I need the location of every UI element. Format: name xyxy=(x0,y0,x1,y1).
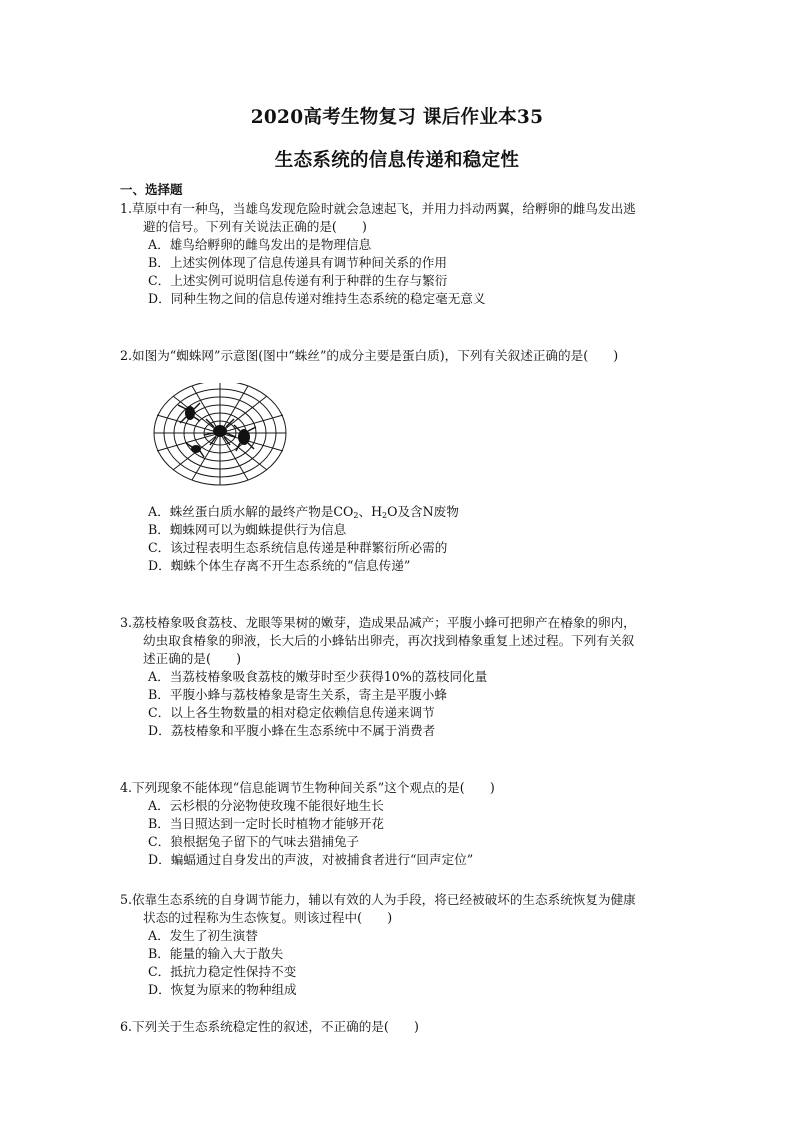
question-1-option-b: B．上述实例体现了信息传递具有调节种间关系的作用 xyxy=(148,255,447,270)
question-4-option-d: D．蝙蝠通过自身发出的声波，对被捕食者进行“回声定位” xyxy=(148,852,474,867)
question-5-option-a: A．发生了初生演替 xyxy=(148,928,258,943)
document-title: 2020高考生物复习 课后作业本35 xyxy=(250,107,544,128)
question-3-option-c: C．以上各生物数量的相对稳定依赖信息传递来调节 xyxy=(148,705,435,720)
document-subtitle: 生态系统的信息传递和稳定性 xyxy=(274,150,520,171)
question-5-stem: 5.依靠生态系统的自身调节能力，辅以有效的人为手段，将已经被破坏的生态系统恢复为健康 xyxy=(120,892,636,907)
question-2-option-b: B．蜘蛛网可以为蜘蛛提供行为信息 xyxy=(148,522,347,537)
question-3-option-b: B．平腹小蜂与荔枝椿象是寄生关系，寄主是平腹小蜂 xyxy=(148,687,447,702)
question-5-option-b: B．能量的输入大于散失 xyxy=(148,946,284,961)
question-2-option-d: D．蜘蛛个体生存离不开生态系统的“信息传递” xyxy=(148,558,411,573)
question-4-option-b: B．当日照达到一定时长时植物才能够开花 xyxy=(148,816,384,831)
question-1-option-d: D．同种生物之间的信息传递对维持生态系统的稳定毫无意义 xyxy=(148,291,486,306)
question-2-stem: 2.如图为“蜘蛛网”示意图(图中“蛛丝”的成分主要是蛋白质)，下列有关叙述正确的是( ) xyxy=(120,348,619,363)
question-2-option-a-part2: 、H xyxy=(358,504,383,519)
question-4-stem: 4.下列现象不能体现“信息能调节生物种间关系”这个观点的是( ) xyxy=(120,780,495,795)
question-2-option-c: C．该过程表明生态系统信息传递是种群繁衍所必需的 xyxy=(148,540,448,555)
question-2-option-a-sub2: 2 xyxy=(382,511,388,520)
question-4-option-c: C．狼根据兔子留下的气味去猎捕兔子 xyxy=(148,834,360,849)
question-1-option-c: C．上述实例可说明信息传递有利于种群的生存与繁衍 xyxy=(148,273,448,288)
question-5-option-d: D．恢复为原来的物种组成 xyxy=(148,982,297,997)
question-2-option-a-part1: A．蛛丝蛋白质水解的最终产物是CO xyxy=(148,504,354,519)
question-5-stem-cont: 状态的过程称为生态恢复。则该过程中( ) xyxy=(143,910,393,925)
spider-web-figure xyxy=(152,383,292,495)
question-1-stem-cont: 避的信号。下列有关说法正确的是( ) xyxy=(143,219,367,234)
question-2-option-a-sub1: 2 xyxy=(353,511,359,520)
question-1-stem: 1.草原中有一种鸟，当雄鸟发现危险时就会急速起飞，并用力抖动两翼，给孵卵的雌鸟发出逃 xyxy=(120,201,636,216)
question-3-option-a: A．当荔枝椿象吸食荔枝的嫩芽时至少获得10%的荔枝同化量 xyxy=(148,669,488,684)
question-5-option-c: C．抵抗力稳定性保持不变 xyxy=(148,964,297,979)
question-3-stem-cont-2: 述正确的是( ) xyxy=(143,651,241,666)
section-heading: 一、选择题 xyxy=(120,182,183,197)
question-3-stem: 3.荔枝椿象吸食荔枝、龙眼等果树的嫩芽，造成果品减产；平腹小蜂可把卵产在椿象的卵内， xyxy=(120,615,636,630)
question-1-option-a: A．雄鸟给孵卵的雌鸟发出的是物理信息 xyxy=(148,237,372,252)
question-2-option-a-part3: O及含N废物 xyxy=(387,504,459,519)
question-4-option-a: A．云杉根的分泌物使玫瑰不能很好地生长 xyxy=(148,798,384,813)
question-6-stem: 6.下列关于生态系统稳定性的叙述，不正确的是( ) xyxy=(120,1019,419,1034)
question-3-stem-cont-1: 幼虫取食椿象的卵液，长大后的小蜂钻出卵壳，再次找到椿象重复上述过程。下列有关叙 xyxy=(143,633,635,648)
question-3-option-d: D．荔枝椿象和平腹小蜂在生态系统中不属于消费者 xyxy=(148,723,436,738)
